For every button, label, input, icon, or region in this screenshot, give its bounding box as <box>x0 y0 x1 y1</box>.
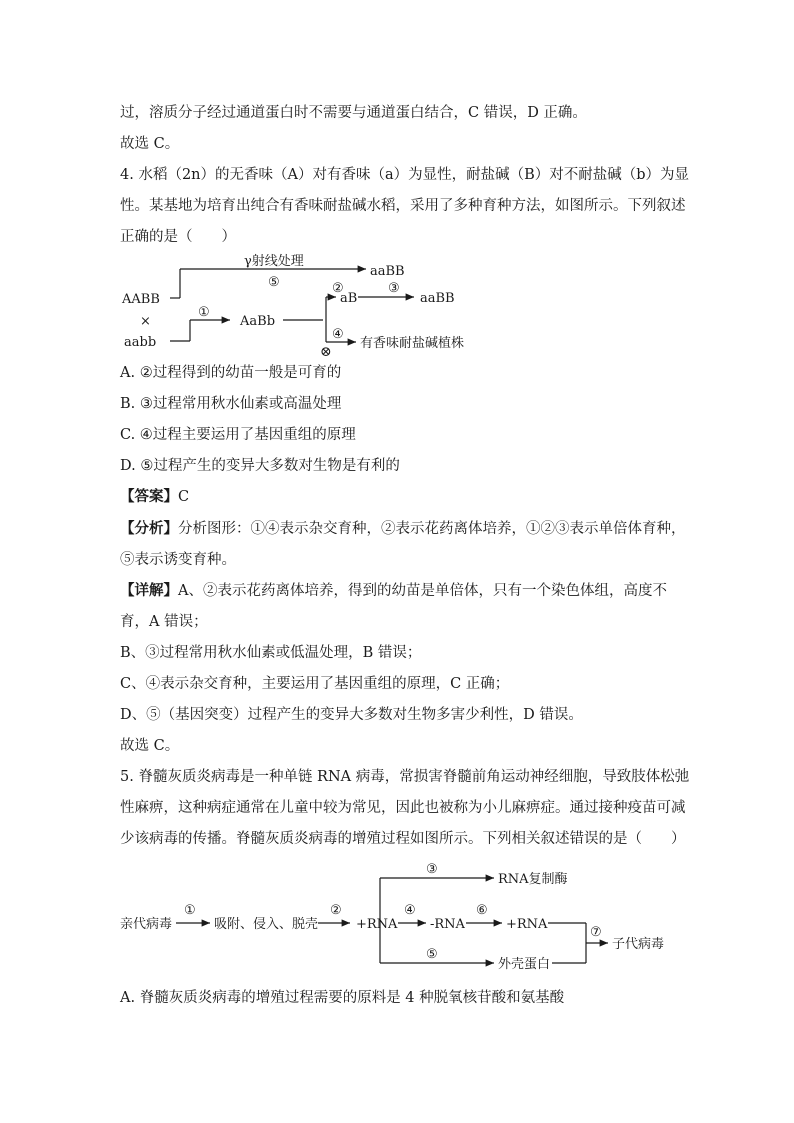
selfing-symbol: ⊗ <box>320 344 332 360</box>
genotype-aaBB-right: aaBB <box>420 291 455 306</box>
detail-line-4: C、④表示杂交育种，主要运用了基因重组的原理，C 正确； <box>120 676 510 692</box>
answer-line <box>120 487 189 507</box>
step-1-marker: ① <box>198 305 210 320</box>
genotype-AaBb: AaBb <box>240 314 276 329</box>
question-4-line-1: 4. 水稻（2n）的无香味（A）对有香味（a）为显性，耐盐碱（B）对不耐盐碱（b）为显 <box>120 167 690 183</box>
step-5-marker: ⑤ <box>426 947 438 962</box>
step-4-marker: ④ <box>332 327 344 342</box>
detail-line-1 <box>120 581 667 601</box>
detail-text: A、②表示花药离体培养，得到的幼苗是单倍体，只有一个染色体组，高度不 <box>178 583 667 599</box>
step-3-marker: ③ <box>388 281 400 296</box>
plus-rna-2-label: +RNA <box>506 917 548 932</box>
parent-virus-label: 亲代病毒 <box>120 917 173 932</box>
plus-rna-label: +RNA <box>356 917 398 932</box>
genotype-AABB: AABB <box>122 292 160 307</box>
option-d: D. ⑤过程产生的变异大多数对生物是有利的 <box>120 458 400 474</box>
question-5-option-a: A. 脊髓灰质炎病毒的增殖过程需要的原料是 4 种脱氧核苷酸和氨基酸 <box>120 990 565 1006</box>
answer-value: C <box>178 489 190 505</box>
cross-symbol: × <box>140 314 151 329</box>
step-5-marker: ⑤ <box>268 275 280 290</box>
genotype-aabb: aabb <box>124 335 157 350</box>
gamma-label: γ射线处理 <box>244 254 304 269</box>
adsorption-label: 吸附、侵入、脱壳 <box>214 917 319 932</box>
analysis-line-1 <box>120 519 686 539</box>
step-3-marker: ③ <box>426 862 438 877</box>
genotype-aB: aB <box>340 291 358 306</box>
text-line: 过，溶质分子经过通道蛋白时不需要与通道蛋白结合，C 错误，D 正确。 <box>120 105 587 121</box>
step-4-marker: ④ <box>404 903 416 918</box>
detail-line-6: 故选 C。 <box>120 738 180 754</box>
question-5-line-3: 少该病毒的传播。脊髓灰质炎病毒的增殖过程如图所示。下列相关叙述错误的是（ ） <box>120 831 686 847</box>
question-5-line-1: 5. 脊髓灰质炎病毒是一种单链 RNA 病毒，常损害脊髓前角运动神经细胞，导致肢体松弛 <box>120 769 690 785</box>
analysis-label: 【分析】 <box>120 521 178 537</box>
option-c: C. ④过程主要运用了基因重组的原理 <box>120 427 356 443</box>
detail-line-3: B、③过程常用秋水仙素或低温处理，B 错误； <box>120 645 422 661</box>
analysis-text: 分析图形：①④表示杂交育种，②表示花药离体培养，①②③表示单倍体育种， <box>178 521 686 537</box>
step-1-marker: ① <box>184 903 196 918</box>
virus-replication-diagram <box>118 858 678 978</box>
question-4-line-3: 正确的是（ ） <box>120 229 236 245</box>
option-b: B. ③过程常用秋水仙素或高温处理 <box>120 396 342 412</box>
step-7-marker: ⑦ <box>590 925 602 940</box>
step-6-marker: ⑥ <box>476 903 488 918</box>
genotype-aaBB-top: aaBB <box>370 264 405 279</box>
option-a: A. ②过程得到的幼苗一般是可育的 <box>120 365 342 381</box>
breeding-diagram <box>118 252 498 362</box>
answer-label: 【答案】 <box>120 489 178 505</box>
rna-replicase-label: RNA复制酶 <box>498 872 568 887</box>
analysis-line-2: ⑤表示诱变育种。 <box>120 552 236 568</box>
step-2-marker: ② <box>330 903 342 918</box>
step-2-marker: ② <box>332 281 344 296</box>
minus-rna-label: -RNA <box>430 917 465 932</box>
question-5-line-2: 性麻痹，这种病症通常在儿童中较为常见，因此也被称为小儿麻痹症。通过接种疫苗可减 <box>120 800 686 816</box>
capsid-protein-label: 外壳蛋白 <box>498 957 551 972</box>
question-4-line-2: 性。某基地为培育出纯合有香味耐盐碱水稻，采用了多种育种方法，如图所示。下列叙述 <box>120 198 686 214</box>
detail-line-5: D、⑤（基因突变）过程产生的变异大多数对生物多害少利性，D 错误。 <box>120 707 583 723</box>
detail-label: 【详解】 <box>120 583 178 599</box>
result-plant-label: 有香味耐盐碱植株 <box>360 336 465 351</box>
text-line: 故选 C。 <box>120 136 180 152</box>
detail-line-2: 育，A 错误； <box>120 614 208 630</box>
offspring-virus-label: 子代病毒 <box>612 937 665 952</box>
